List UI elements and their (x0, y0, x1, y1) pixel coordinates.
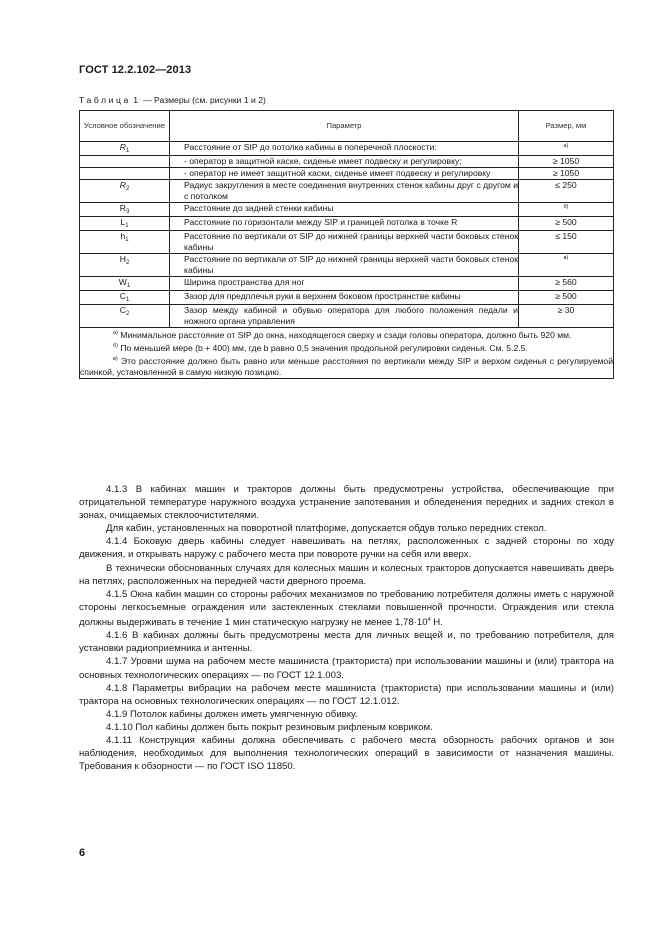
cell-parameter: - оператор в защитной каске, сиденье имеет подвеску и регулировку; (170, 156, 519, 168)
cell-symbol: $C_1$ (80, 291, 170, 305)
cell-size: ≥ 500 (519, 291, 614, 305)
table-row (80, 277, 614, 291)
table-header-row (80, 111, 614, 142)
paragraph: 4.1.3 В кабинах машин и тракторов должны быть предусмотрены устройства, обеспечивающие при отрицательной температуре наружного воздуха устранение запотевания и обледенения передних и задних стекол в зонах, очищаемых стеклоочистителями. (79, 484, 614, 522)
paragraph: 4.1.10 Пол кабины должен быть покрыт резиновым рифленым ковриком. (106, 721, 433, 733)
footnote-c: $^{в)}$ Это расстояние должно быть равно или меньше расстояния по вертикали между SIP и верхом сиденья с регулируемой спинкой, установленной в самую низкую позицию. (80, 355, 614, 377)
cell-parameter: Расстояние по вертикали от SIP до нижней границы верхней части боковых стенок кабины (170, 254, 519, 277)
cell-parameter: - оператор не имеет защитной каски, сиденье имеет подвеску и регулировку (170, 168, 519, 180)
footnote-a: $^{а)}$ Минимальное расстояние от SIP до окна, находящегося сверху и сзади головы оператора, должно быть 920 мм. (113, 329, 572, 340)
cell-size: ≤ 150 (519, 231, 614, 254)
table-caption-word: Таблица (79, 95, 131, 105)
cell-symbol: $R_2$ (80, 180, 170, 203)
cell-parameter: Зазор между кабиной и обувью оператора для любого положения педали и ножного органа управления (170, 305, 519, 328)
cell-size (519, 203, 614, 217)
table-row (80, 142, 614, 156)
table-footnotes (80, 328, 614, 379)
cell-symbol: $C_2$ (80, 305, 170, 328)
cell-size (519, 254, 614, 277)
cell-parameter: Расстояние до задней стенки кабины (170, 203, 519, 217)
header-parameter: Параметр (170, 111, 519, 142)
paragraph: 4.1.9 Потолок кабины должен иметь умягченную обивку. (106, 708, 358, 720)
paragraph: В технически обоснованных случаях для колесных машин и колесных тракторов допускается навешивать дверь на петлях, расположенных на передней части дверного проема. (79, 562, 614, 587)
paragraph: 4.1.6 В кабинах должны быть предусмотрены места для личных вещей и, по требованию потребителя, для установки радиоприемника и антенны. (79, 630, 614, 655)
cell-symbol (80, 168, 170, 180)
cell-size: ≥ 1050 (519, 168, 614, 180)
footnote-marker: б) (563, 204, 569, 210)
table-row (80, 180, 614, 203)
table-footnotes-row (80, 328, 614, 379)
table-row (80, 217, 614, 231)
table-row (80, 291, 614, 305)
paragraph: 4.1.8 Параметры вибрации на рабочем месте машиниста (тракториста) при использовании машины и (или) трактора на основных технологических операциях — по ГОСТ 12.1.012. (79, 682, 614, 707)
cell-symbol: $R_1$ (80, 142, 170, 156)
dimensions-table (79, 110, 614, 379)
table-row (80, 305, 614, 328)
cell-size: ≥ 1050 (519, 156, 614, 168)
cell-parameter: Ширина пространства для ног (170, 277, 519, 291)
footnote-marker: в) (563, 255, 569, 261)
cell-size (519, 142, 614, 156)
cell-parameter: Зазор для предплечья руки в верхнем боковом пространстве кабины (170, 291, 519, 305)
table-caption-number: 1 (133, 95, 141, 105)
cell-parameter: Расстояние по горизонтали между SIP и границей потолка в точке R (170, 217, 519, 231)
cell-symbol: $H_2$ (80, 254, 170, 277)
footnote-marker: а) (563, 143, 569, 149)
paragraph: 4.1.7 Уровни шума на рабочем месте машиниста (тракториста) при использовании машины и (или) трактора на основных технологических операциях — по ГОСТ 12.1.003. (79, 656, 614, 681)
document-header: ГОСТ 12.2.102—2013 (79, 64, 192, 76)
cell-symbol: $R_3$ (80, 203, 170, 217)
cell-size: ≥ 30 (519, 305, 614, 328)
header-symbol: Условное обозначение (80, 111, 170, 142)
paragraph: 4.1.5 Окна кабин машин со стороны рабочих механизмов по требованию потребителя должны иметь с наружной стороны легкосъемные ограждения или застекленных стеклами повышенной прочности. Ограждения или стекла должны выдерживать в течение 1 мин статическую нагрузку не менее $1,78\cdot 10^4$ Н. (79, 588, 614, 629)
cell-symbol: $L_1$ (80, 217, 170, 231)
cell-size: ≤ 250 (519, 180, 614, 203)
header-size: Размер, мм (519, 111, 614, 142)
cell-size: ≥ 560 (519, 277, 614, 291)
table-row (80, 156, 614, 168)
cell-symbol: $h_1$ (80, 231, 170, 254)
cell-size: ≥ 500 (519, 217, 614, 231)
cell-parameter: Радиус закругления в месте соединения внутренних стенок кабины друг с другом и с потолком (170, 180, 519, 203)
table-row (80, 254, 614, 277)
table-row (80, 203, 614, 217)
page-number: 6 (79, 847, 86, 859)
table-caption-title: — Размеры (см. рисунки 1 и 2) (143, 95, 266, 105)
table-row (80, 231, 614, 254)
cell-parameter: Расстояние по вертикали от SIP до нижней границы верхней части боковых стенок кабины (170, 231, 519, 254)
paragraph: 4.1.4 Боковую дверь кабины следует навешивать на петлях, расположенных с задней стороны по ходу движения, и открывать наружу с рабочего места при повороте ручки на себя или вверх. (79, 536, 614, 561)
table-caption (79, 95, 266, 105)
body-text (79, 483, 614, 773)
paragraph: Для кабин, установленных на поворотной платформе, допускается обдув только передних стекол. (106, 523, 547, 535)
footnote-b: $^{б)}$ По меньшей мере (b + 400) мм, где b равно 0,5 значения продольной регулировки сиденья. См. 5.2.5. (113, 342, 528, 353)
cell-symbol: $W_1$ (80, 277, 170, 291)
cell-parameter: Расстояние от SIP до потолка кабины в поперечной плоскости: (170, 142, 519, 156)
paragraph: 4.1.11 Конструкция кабины должна обеспечивать с рабочего места обзорность рабочих органов и зон наблюдения, необходимых для выполнения технологических операций в зависимости от назначения машины. Требования к обзорности — по ГОСТ ISO 11850. (79, 734, 614, 773)
cell-symbol (80, 156, 170, 168)
table-row (80, 168, 614, 180)
